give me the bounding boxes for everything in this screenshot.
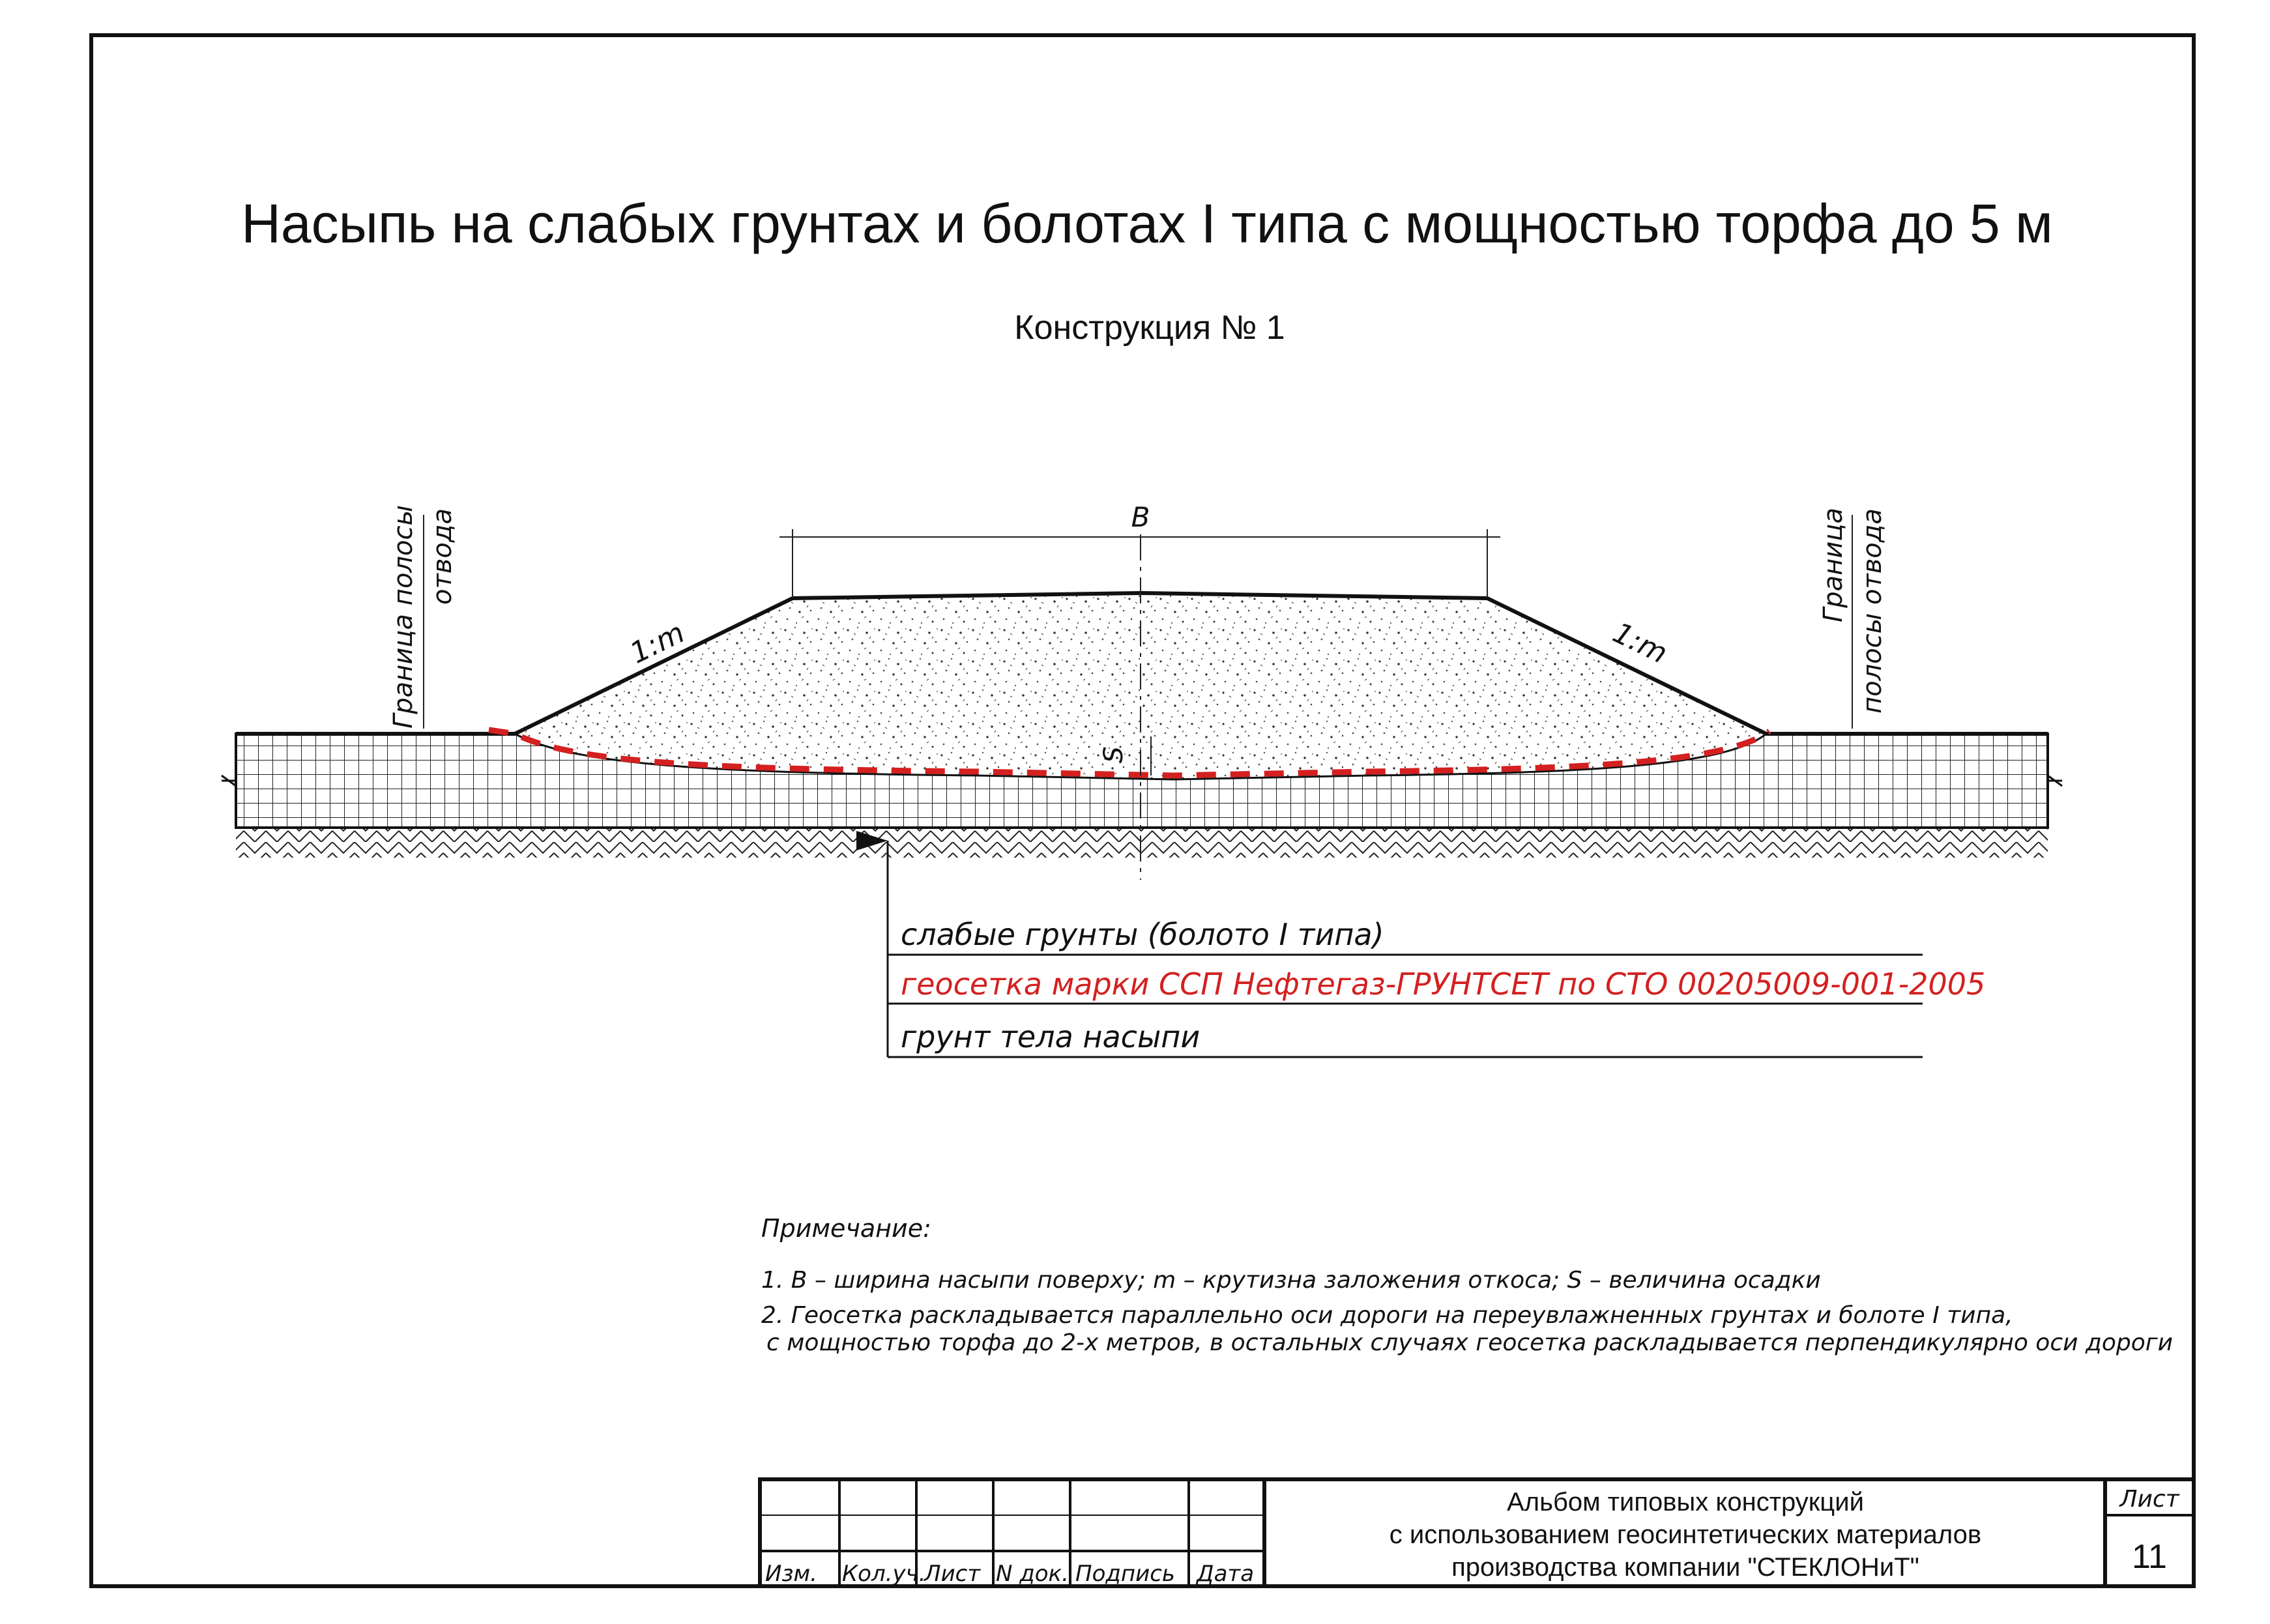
base-soil-hatch — [236, 826, 2048, 858]
cross-section — [222, 501, 2062, 880]
break-mark-right — [2048, 776, 2062, 786]
note-line-2: 2. Геосетка раскладывается параллельно оси дороги на переувлажненных грунтах и болоте I типа, — [761, 1302, 2013, 1329]
sheet-number: 11 — [2132, 1538, 2167, 1576]
stamp-col-izm: Изм. — [765, 1561, 817, 1587]
page-title: Насыпь на слабых грунтах и болотах I типа с мощностью торфа до 5 м — [241, 193, 2053, 254]
boundary-left-line1: Граница полосы — [388, 504, 418, 729]
settlement-label: S — [1099, 746, 1129, 763]
album-line-2: с использованием геосинтетических материалов — [1389, 1520, 1982, 1549]
stamp-col-data: Дата — [1197, 1561, 1255, 1587]
stamp-col-podpis: Подпись — [1075, 1561, 1175, 1587]
legend — [888, 841, 1985, 1057]
boundary-right-line2: полосы отвода — [1857, 508, 1887, 714]
construction-subtitle: Конструкция № 1 — [1014, 309, 1285, 347]
note-line-3: с мощностью торфа до 2-х метров, в остальных случаях геосетка раскладывается перпендикулярно оси дороги — [766, 1329, 2174, 1356]
slope-label-left: 1:m — [624, 616, 690, 671]
slope-label-right: 1:m — [1607, 616, 1673, 671]
title-block — [760, 1479, 2194, 1587]
album-line-3: производства компании "СТЕКЛОНиТ" — [1451, 1553, 1919, 1582]
album-line-1: Альбом типовых конструкций — [1507, 1488, 1864, 1516]
note-line-1: 1. B – ширина насыпи поверху; m – крутизна заложения откоса; S – величина осадки — [761, 1267, 1821, 1294]
notes — [761, 1214, 2173, 1356]
break-mark-left — [222, 776, 236, 786]
legend-geogrid: геосетка марки ССП Нефтегаз-ГРУНТСЕТ по СТО 00205009-001-2005 — [901, 966, 1986, 1002]
legend-weak-soil: слабые грунты (болото I типа) — [901, 917, 1384, 952]
stamp-col-list: Лист — [924, 1561, 981, 1587]
stamp-col-n-dok: N док. — [996, 1561, 1069, 1587]
dimension-b-label: B — [1131, 501, 1150, 533]
legend-embankment-soil: грунт тела насыпи — [901, 1019, 1200, 1054]
boundary-right-line1: Граница — [1818, 507, 1848, 622]
notes-heading: Примечание: — [761, 1214, 931, 1243]
stamp-col-kol-uch: Кол.уч. — [842, 1561, 926, 1587]
sheet-label: Лист — [2119, 1486, 2179, 1513]
boundary-left-line2: отвода — [428, 508, 458, 605]
